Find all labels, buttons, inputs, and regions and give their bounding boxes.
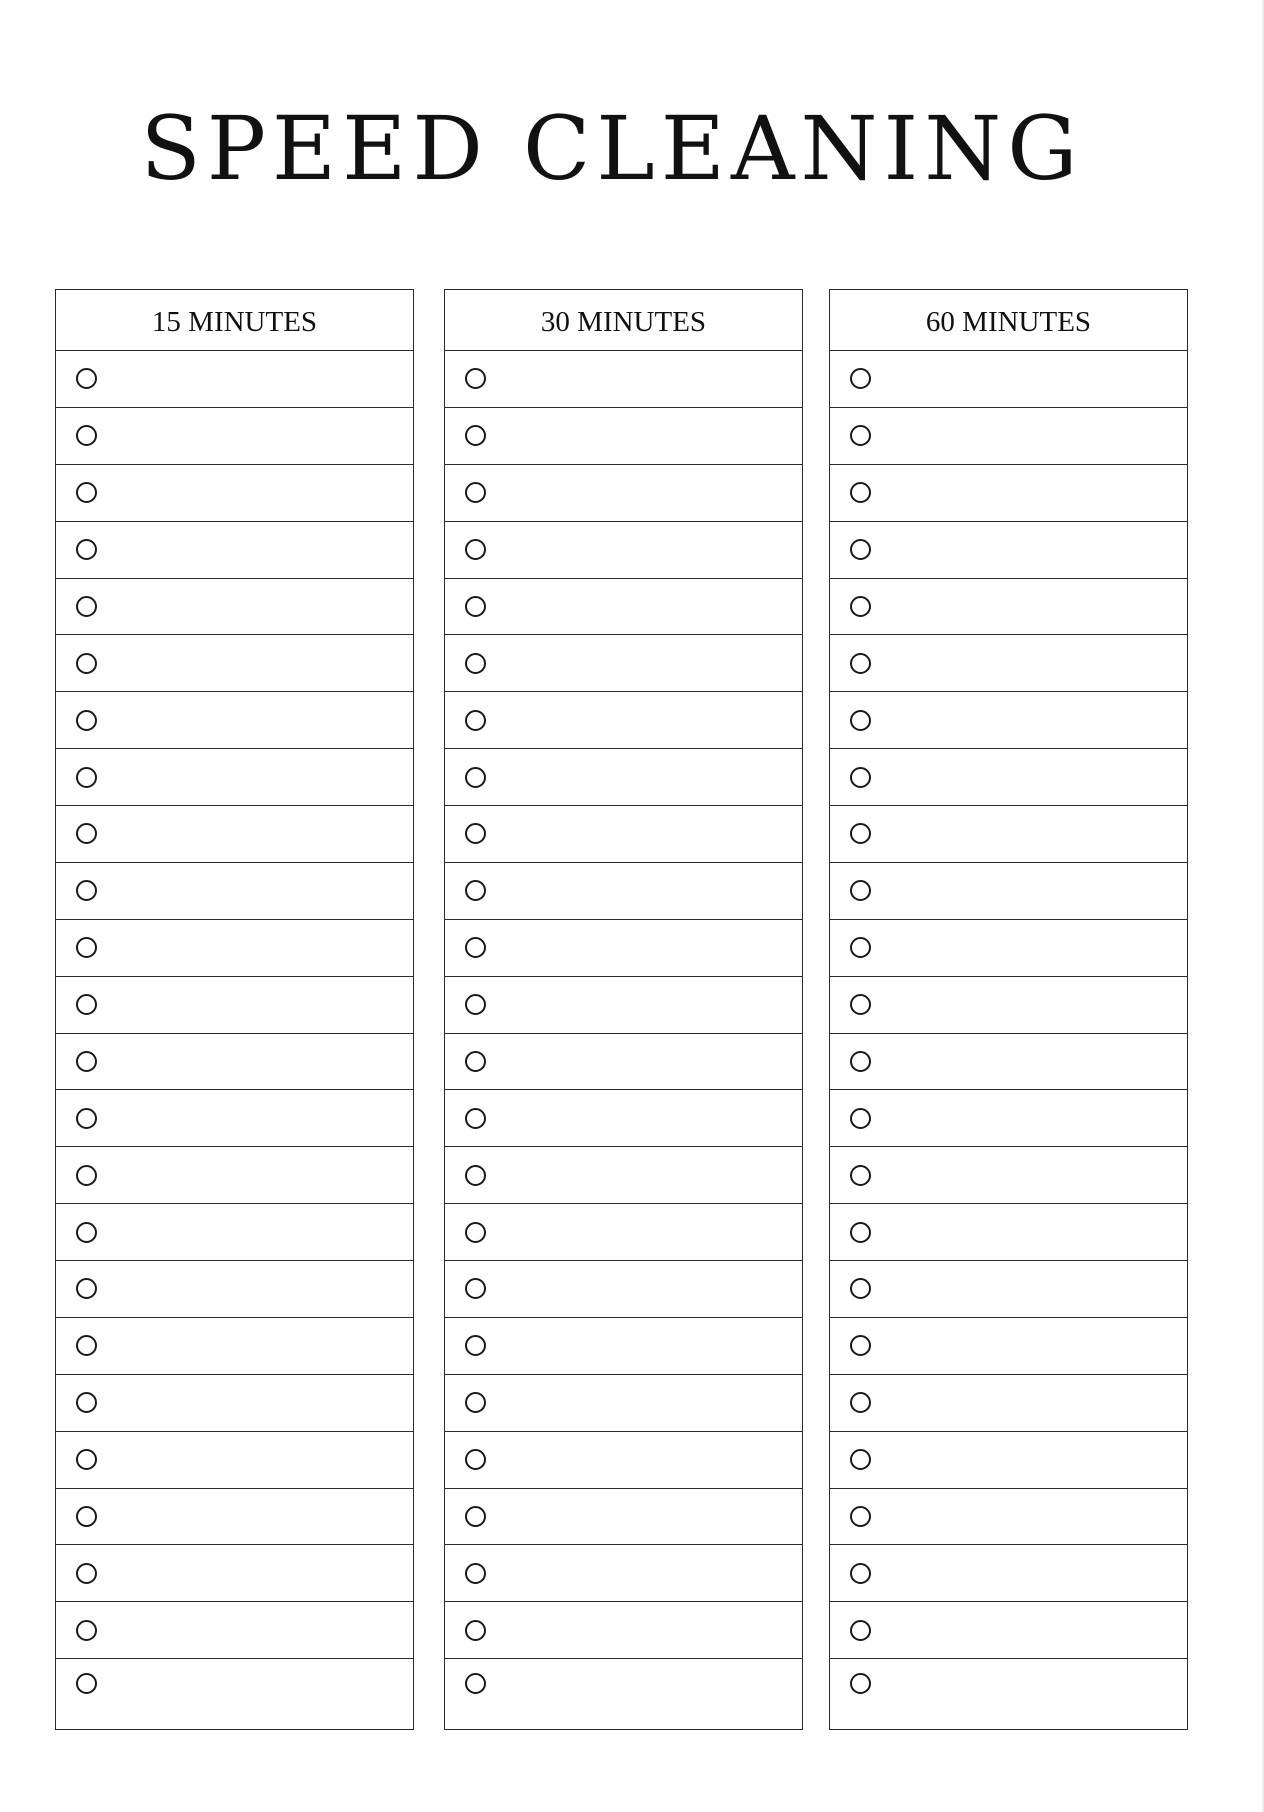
checkbox-circle-icon[interactable]	[76, 368, 97, 389]
checkbox-circle-icon[interactable]	[76, 994, 97, 1015]
checklist-row[interactable]	[830, 1489, 1187, 1546]
checkbox-circle-icon[interactable]	[465, 1449, 486, 1470]
checklist-row[interactable]	[445, 977, 802, 1034]
checklist-row[interactable]	[56, 977, 413, 1034]
checkbox-circle-icon[interactable]	[465, 653, 486, 674]
checkbox-circle-icon[interactable]	[76, 1673, 97, 1694]
checklist-row[interactable]	[830, 635, 1187, 692]
checklist-row[interactable]	[445, 863, 802, 920]
checkbox-circle-icon[interactable]	[465, 1222, 486, 1243]
column-header: 30 MINUTES	[445, 290, 802, 351]
checkbox-circle-icon[interactable]	[76, 1449, 97, 1470]
checkbox-circle-icon[interactable]	[465, 767, 486, 788]
checkbox-circle-icon[interactable]	[76, 1165, 97, 1186]
checklist-row[interactable]	[56, 692, 413, 749]
checklist-row[interactable]	[56, 1432, 413, 1489]
checklist-row[interactable]	[56, 1602, 413, 1659]
checkbox-circle-icon[interactable]	[465, 1335, 486, 1356]
task-list	[445, 351, 802, 1729]
checklist-row[interactable]	[56, 863, 413, 920]
checkbox-circle-icon[interactable]	[850, 425, 871, 446]
checkbox-circle-icon[interactable]	[850, 1563, 871, 1584]
checklist-row[interactable]	[445, 1147, 802, 1204]
checkbox-circle-icon[interactable]	[465, 710, 486, 731]
checkbox-circle-icon[interactable]	[465, 596, 486, 617]
checkbox-circle-icon[interactable]	[76, 425, 97, 446]
checkbox-circle-icon[interactable]	[76, 596, 97, 617]
checkbox-circle-icon[interactable]	[850, 1222, 871, 1243]
checklist-row[interactable]	[56, 351, 413, 408]
checkbox-circle-icon[interactable]	[465, 1563, 486, 1584]
checkbox-circle-icon[interactable]	[76, 1051, 97, 1072]
checklist-row[interactable]	[830, 1318, 1187, 1375]
checkbox-circle-icon[interactable]	[850, 710, 871, 731]
checkbox-circle-icon[interactable]	[76, 1392, 97, 1413]
checklist-row[interactable]	[830, 863, 1187, 920]
checkbox-circle-icon[interactable]	[465, 1165, 486, 1186]
checklist-row[interactable]	[56, 1090, 413, 1147]
checklist-row[interactable]	[445, 1090, 802, 1147]
checklist-row[interactable]	[445, 1318, 802, 1375]
checklist-row[interactable]	[830, 351, 1187, 408]
checkbox-circle-icon[interactable]	[850, 596, 871, 617]
checklist-row[interactable]	[56, 1204, 413, 1261]
checkbox-circle-icon[interactable]	[850, 1165, 871, 1186]
checkbox-circle-icon[interactable]	[465, 823, 486, 844]
checkbox-circle-icon[interactable]	[850, 994, 871, 1015]
checkbox-circle-icon[interactable]	[76, 482, 97, 503]
checklist-row[interactable]	[830, 1034, 1187, 1091]
checkbox-circle-icon[interactable]	[76, 1335, 97, 1356]
checklist-row[interactable]	[830, 465, 1187, 522]
checkbox-circle-icon[interactable]	[465, 1108, 486, 1129]
column-header: 15 MINUTES	[56, 290, 413, 351]
checklist-row[interactable]	[445, 692, 802, 749]
checklist-row[interactable]	[56, 749, 413, 806]
checklist-row[interactable]	[56, 635, 413, 692]
checkbox-circle-icon[interactable]	[465, 1673, 486, 1694]
checkbox-circle-icon[interactable]	[465, 1278, 486, 1299]
checkbox-circle-icon[interactable]	[850, 1108, 871, 1129]
checkbox-circle-icon[interactable]	[850, 653, 871, 674]
checkbox-circle-icon[interactable]	[465, 482, 486, 503]
checkbox-circle-icon[interactable]	[465, 368, 486, 389]
checkbox-circle-icon[interactable]	[850, 539, 871, 560]
checkbox-circle-icon[interactable]	[76, 1506, 97, 1527]
checklist-row[interactable]	[56, 408, 413, 465]
checklist-row[interactable]	[830, 579, 1187, 636]
checkbox-circle-icon[interactable]	[850, 1673, 871, 1694]
checklist-row[interactable]	[56, 1034, 413, 1091]
checklist-row[interactable]	[445, 1261, 802, 1318]
checklist-row[interactable]	[445, 1204, 802, 1261]
checklist-row[interactable]	[830, 1432, 1187, 1489]
column-header: 60 MINUTES	[830, 290, 1187, 351]
checklist-row[interactable]	[445, 408, 802, 465]
checkbox-circle-icon[interactable]	[76, 767, 97, 788]
checklist-row[interactable]	[445, 1375, 802, 1432]
checklist-row[interactable]	[56, 1261, 413, 1318]
task-list	[56, 351, 413, 1729]
checklist-row[interactable]	[56, 920, 413, 977]
column-15-minutes	[55, 289, 414, 1730]
checklist-row[interactable]	[445, 522, 802, 579]
checkbox-circle-icon[interactable]	[465, 539, 486, 560]
checklist-row[interactable]	[830, 692, 1187, 749]
checkbox-circle-icon[interactable]	[76, 937, 97, 958]
checklist-row[interactable]	[830, 920, 1187, 977]
checklist-row[interactable]	[445, 1489, 802, 1546]
checkbox-circle-icon[interactable]	[850, 1506, 871, 1527]
checklist-row[interactable]	[830, 1602, 1187, 1659]
checkbox-circle-icon[interactable]	[76, 880, 97, 901]
checklist-row[interactable]	[445, 351, 802, 408]
checklist-row[interactable]	[56, 1659, 413, 1729]
checkbox-circle-icon[interactable]	[76, 1108, 97, 1129]
checklist-row[interactable]	[830, 1147, 1187, 1204]
checklist-row[interactable]	[445, 579, 802, 636]
checkbox-circle-icon[interactable]	[850, 1278, 871, 1299]
checklist-row[interactable]	[56, 1545, 413, 1602]
checkbox-circle-icon[interactable]	[465, 425, 486, 446]
checkbox-circle-icon[interactable]	[850, 937, 871, 958]
checkbox-circle-icon[interactable]	[465, 1620, 486, 1641]
checkbox-circle-icon[interactable]	[850, 482, 871, 503]
checklist-row[interactable]	[56, 579, 413, 636]
checkbox-circle-icon[interactable]	[76, 1620, 97, 1641]
checkbox-circle-icon[interactable]	[465, 880, 486, 901]
checklist-row[interactable]	[830, 1659, 1187, 1729]
checklist-row[interactable]	[830, 522, 1187, 579]
checklist-row[interactable]	[445, 1545, 802, 1602]
checklist-row[interactable]	[56, 1318, 413, 1375]
checklist-row[interactable]	[830, 1261, 1187, 1318]
checklist-row[interactable]	[445, 1432, 802, 1489]
checkbox-circle-icon[interactable]	[76, 539, 97, 560]
checkbox-circle-icon[interactable]	[850, 1335, 871, 1356]
checklist-row[interactable]	[445, 920, 802, 977]
checkbox-circle-icon[interactable]	[850, 823, 871, 844]
checkbox-circle-icon[interactable]	[850, 368, 871, 389]
page-title: SPEED CLEANING	[140, 97, 1084, 200]
checklist-row[interactable]	[830, 749, 1187, 806]
checklist-row[interactable]	[445, 1034, 802, 1091]
checkbox-circle-icon[interactable]	[465, 937, 486, 958]
checkbox-circle-icon[interactable]	[465, 994, 486, 1015]
checklist-row[interactable]	[830, 1375, 1187, 1432]
checklist-row[interactable]	[445, 1602, 802, 1659]
checklist-row[interactable]	[830, 408, 1187, 465]
checkbox-circle-icon[interactable]	[850, 767, 871, 788]
checklist-row[interactable]	[56, 465, 413, 522]
checkbox-circle-icon[interactable]	[465, 1051, 486, 1072]
column-60-minutes	[829, 289, 1188, 1730]
checkbox-circle-icon[interactable]	[465, 1392, 486, 1413]
checklist-row[interactable]	[445, 1659, 802, 1729]
checklist-row[interactable]	[56, 806, 413, 863]
checklist-row[interactable]	[445, 465, 802, 522]
checkbox-circle-icon[interactable]	[850, 1051, 871, 1072]
checkbox-circle-icon[interactable]	[76, 710, 97, 731]
checkbox-circle-icon[interactable]	[850, 880, 871, 901]
checkbox-circle-icon[interactable]	[76, 653, 97, 674]
checklist-row[interactable]	[56, 1375, 413, 1432]
checklist-row[interactable]	[830, 1545, 1187, 1602]
checklist-row[interactable]	[56, 1489, 413, 1546]
checklist-row[interactable]	[830, 1090, 1187, 1147]
checkbox-circle-icon[interactable]	[76, 1222, 97, 1243]
checklist-row[interactable]	[56, 522, 413, 579]
checkbox-circle-icon[interactable]	[76, 1278, 97, 1299]
checklist-row[interactable]	[445, 749, 802, 806]
checkbox-circle-icon[interactable]	[76, 1563, 97, 1584]
checklist-row[interactable]	[445, 806, 802, 863]
checkbox-circle-icon[interactable]	[76, 823, 97, 844]
checklist-row[interactable]	[56, 1147, 413, 1204]
checklist-row[interactable]	[445, 635, 802, 692]
checkbox-circle-icon[interactable]	[850, 1449, 871, 1470]
checkbox-circle-icon[interactable]	[850, 1392, 871, 1413]
task-list	[830, 351, 1187, 1729]
checkbox-circle-icon[interactable]	[850, 1620, 871, 1641]
checklist-row[interactable]	[830, 977, 1187, 1034]
checklist-row[interactable]	[830, 806, 1187, 863]
column-30-minutes	[444, 289, 803, 1730]
checkbox-circle-icon[interactable]	[465, 1506, 486, 1527]
checklist-row[interactable]	[830, 1204, 1187, 1261]
